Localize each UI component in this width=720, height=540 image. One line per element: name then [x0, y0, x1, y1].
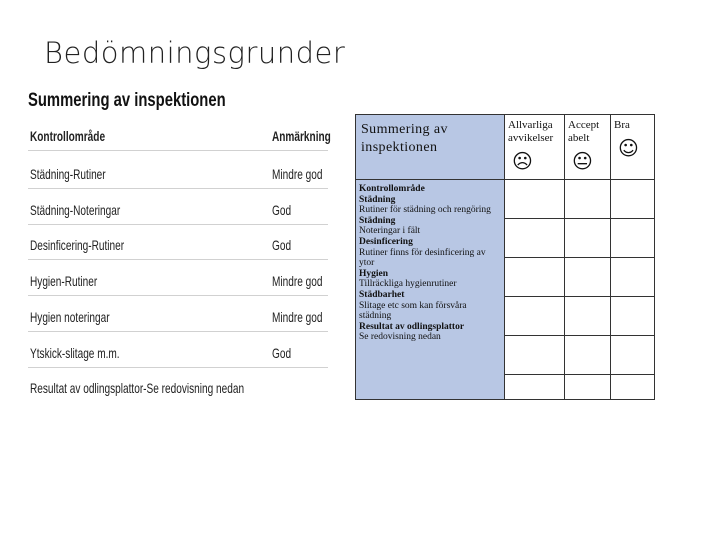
- table-header-label: Summering av inspektionen: [356, 115, 505, 180]
- rating-cell[interactable]: [611, 258, 654, 297]
- rating-cell[interactable]: [611, 375, 654, 399]
- rating-cell[interactable]: [611, 180, 654, 219]
- rating-cell[interactable]: [505, 336, 564, 375]
- summary-row-value: God: [272, 345, 292, 361]
- rating-cell[interactable]: [565, 180, 610, 219]
- summary-row-label: Hygien-Rutiner: [30, 273, 98, 289]
- summary-row-value: Mindre god: [272, 309, 323, 325]
- rating-column-acceptable: [565, 180, 611, 400]
- column-good: [611, 115, 655, 180]
- summary-row-value: God: [272, 202, 292, 218]
- column-acceptable: [565, 115, 611, 180]
- summary-row-value: God: [272, 237, 292, 253]
- table-header-row: [356, 115, 655, 180]
- summary-heading: Summering av inspektionen: [28, 90, 226, 111]
- summary-row-value: Mindre god: [272, 273, 323, 289]
- neutral-face-icon: 😐: [572, 149, 593, 173]
- rating-cell[interactable]: [505, 219, 564, 258]
- summary-row-value: Anmärkning: [272, 128, 331, 144]
- summary-row-label: Städning-Noteringar: [30, 202, 121, 218]
- rating-column-serious: [505, 180, 565, 400]
- column-label: Accept abelt: [568, 119, 600, 144]
- summary-row-label: Hygien noteringar: [30, 309, 110, 325]
- sad-face-icon: ☹: [512, 149, 533, 173]
- area-text: Tillräckliga hygienrutiner: [359, 279, 457, 290]
- summary-divider: [28, 150, 328, 151]
- summary-divider: [28, 188, 328, 189]
- summary-image: [28, 90, 331, 396]
- area-text: Rutiner för städning och rengöring: [359, 205, 491, 216]
- rating-cell[interactable]: [565, 297, 610, 336]
- summary-divider: [28, 367, 328, 368]
- summary-divider: [28, 224, 328, 225]
- summary-divider: [28, 295, 328, 296]
- rating-cell[interactable]: [565, 336, 610, 375]
- area-title: Hygien: [359, 268, 389, 279]
- rating-cell[interactable]: [611, 219, 654, 258]
- rating-cell[interactable]: [505, 258, 564, 297]
- table-body-row: [356, 180, 655, 400]
- area-text: Se redovisning nedan: [359, 332, 441, 343]
- control-areas-cell: [356, 180, 505, 400]
- column-label: Allvarliga avvikelser: [508, 119, 554, 144]
- area-title: Desinficering: [359, 236, 413, 247]
- area-title: Städning: [359, 215, 396, 226]
- summary-row-label: Städning-Rutiner: [30, 166, 106, 182]
- rating-cell[interactable]: [505, 297, 564, 336]
- summary-row-label: Kontrollområde: [30, 128, 106, 144]
- rating-cell[interactable]: [565, 219, 610, 258]
- area-title: Resultat av odlingsplattor: [359, 321, 465, 332]
- area-text: Rutiner finns för desinficering av ytor: [359, 247, 486, 269]
- summary-row-label: Resultat av odlingsplattor-Se redovisning nedan: [30, 380, 245, 396]
- area-text: Slitage etc som kan försvåra städning: [359, 300, 467, 322]
- summary-divider: [28, 259, 328, 260]
- rating-column-good: [611, 180, 655, 400]
- column-serious-deviations: [505, 115, 565, 180]
- area-text: Noteringar i fält: [359, 226, 421, 237]
- slide-title: Bedömningsgrunder: [44, 36, 346, 70]
- rating-cell[interactable]: [565, 258, 610, 297]
- summary-row-value: Mindre god: [272, 166, 323, 182]
- rating-cell[interactable]: [565, 375, 610, 399]
- summary-row-label: Desinficering-Rutiner: [30, 237, 125, 253]
- control-areas-heading: Kontrollområde: [359, 184, 425, 194]
- summary-divider: [28, 331, 328, 332]
- rating-cell[interactable]: [611, 297, 654, 336]
- column-label: Bra: [614, 119, 630, 131]
- area-title: Städbarhet: [359, 289, 405, 300]
- summary-row-label: Ytskick-slitage m.m.: [30, 345, 120, 361]
- rating-cell[interactable]: [505, 375, 564, 399]
- inspection-table: [355, 114, 655, 400]
- rating-cell[interactable]: [505, 180, 564, 219]
- area-title: Städning: [359, 194, 396, 205]
- happy-face-icon: ☺: [618, 136, 639, 160]
- rating-cell[interactable]: [611, 336, 654, 375]
